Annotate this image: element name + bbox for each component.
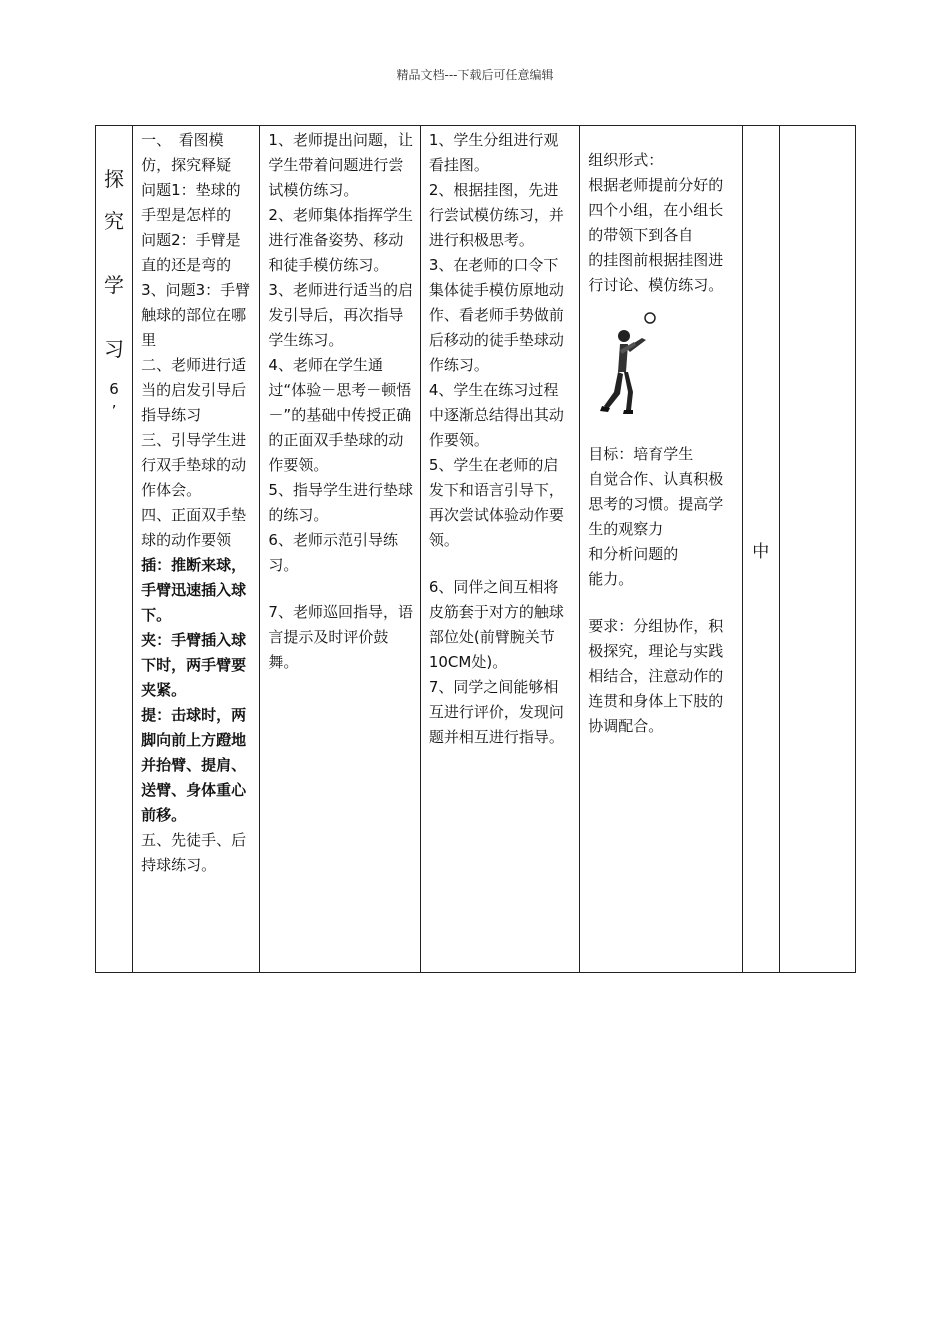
volleyball-player-figure	[590, 310, 660, 420]
remarks-cell	[779, 126, 855, 973]
student-line: 7、同学之间能够相互进行评价，发现问题并相互进行指导。	[428, 678, 564, 746]
content-line: 四、正面双手垫球的动作要领	[141, 506, 247, 549]
teacher-line: 1、老师提出问题，让学生带着问题进行尝试模仿练习。	[268, 131, 413, 199]
student-line: 2、根据挂图，先进行尝试模仿练习，并进行积极思考。	[428, 181, 564, 249]
content-key-point: 插：推断来球，手臂迅速插入球下。	[141, 556, 247, 624]
content-line: 问题1：垫球的手型是怎样的	[141, 181, 241, 224]
student-line: 4、学生在练习过程中逐渐总结得出其动作要领。	[428, 381, 564, 449]
student-line: 5、学生在老师的启发下和语言引导下，再次尝试体验动作要领。	[428, 456, 564, 549]
requirement-text: 要求：分组协作，积极探究，理论与实践相结合，注意动作的连贯和身体上下肢的协调配合。	[588, 617, 724, 735]
content-line: 三、引导学生进行双手垫球的动作体会。	[141, 431, 247, 499]
stage-char: 6	[109, 380, 119, 398]
content-line: 3、问题3：手臂触球的部位在哪里	[141, 281, 251, 349]
student-line: 3、在老师的口令下集体徒手模仿原地动作、看老师手势做前后移动的徒手垫球动作练习。	[428, 256, 564, 374]
stage-char: 究	[104, 209, 125, 233]
teacher-cell	[260, 126, 420, 973]
content-line: 问题2：手臂是直的还是弯的	[141, 231, 241, 274]
content-key-point: 夹：手臂插入球下时，两手臂要夹紧。	[141, 631, 247, 699]
stage-char: 学	[104, 273, 125, 297]
stage-char: 习	[104, 337, 125, 361]
teacher-line: 2、老师集体指挥学生进行准备姿势、移动和徒手模仿练习。	[268, 206, 413, 274]
organization-line: 行讨论、模仿练习。	[588, 276, 724, 294]
organization-line: 根据老师提前分好的四个小组，在小组长的带领下到各自	[588, 176, 724, 244]
goal-line: 和分析问题的	[588, 545, 679, 563]
content-key-point: 提：击球时，两脚向前上方蹬地并抬臂、提肩、送臂、身体重心前移。	[141, 706, 247, 824]
organization-title: 组织形式：	[588, 151, 664, 169]
teacher-line: 3、老师进行适当的启发引导后，再次指导学生练习。	[268, 281, 413, 349]
teacher-line: 6、老师示范引导练习。	[268, 531, 398, 574]
goal-line: 能力。	[588, 570, 634, 588]
stage-char: ’	[111, 402, 117, 420]
teacher-line: 5、指导学生进行垫球的练习。	[268, 481, 413, 524]
teacher-line: 4、老师在学生通过“体验－思考－顿悟－”的基础中传授正确的正面双手垫球的动作要领。	[268, 356, 412, 474]
content-line: 一、 看图模仿，探究释疑	[141, 131, 232, 174]
organization-cell	[580, 126, 742, 973]
teacher-line: 7、老师巡回指导，语言提示及时评价鼓舞。	[268, 603, 413, 671]
goal-line: 目标：培育学生	[588, 445, 694, 463]
intensity-cell: 中	[742, 126, 779, 973]
content-cell	[133, 126, 260, 973]
student-line: 1、学生分组进行观看挂图。	[428, 131, 559, 174]
table-row	[96, 126, 856, 973]
goal-line: 自觉合作、认真积极思考的习惯。提高学生的观察力	[588, 470, 724, 538]
organization-line: 的挂图前根据挂图进	[588, 251, 724, 269]
student-cell	[420, 126, 579, 973]
stage-char: 探	[104, 167, 125, 191]
content-line: 五、先徒手、后持球练习。	[141, 831, 247, 874]
page-header: 精品文档---下载后可任意编辑	[396, 68, 554, 82]
lesson-table	[95, 125, 856, 973]
content-line: 二、老师进行适当的启发引导后指导练习	[141, 356, 247, 424]
stage-cell	[96, 126, 133, 973]
student-line: 6、同伴之间互相将皮筋套于对方的触球部位处(前臂腕关节10CM处)。	[428, 578, 564, 671]
